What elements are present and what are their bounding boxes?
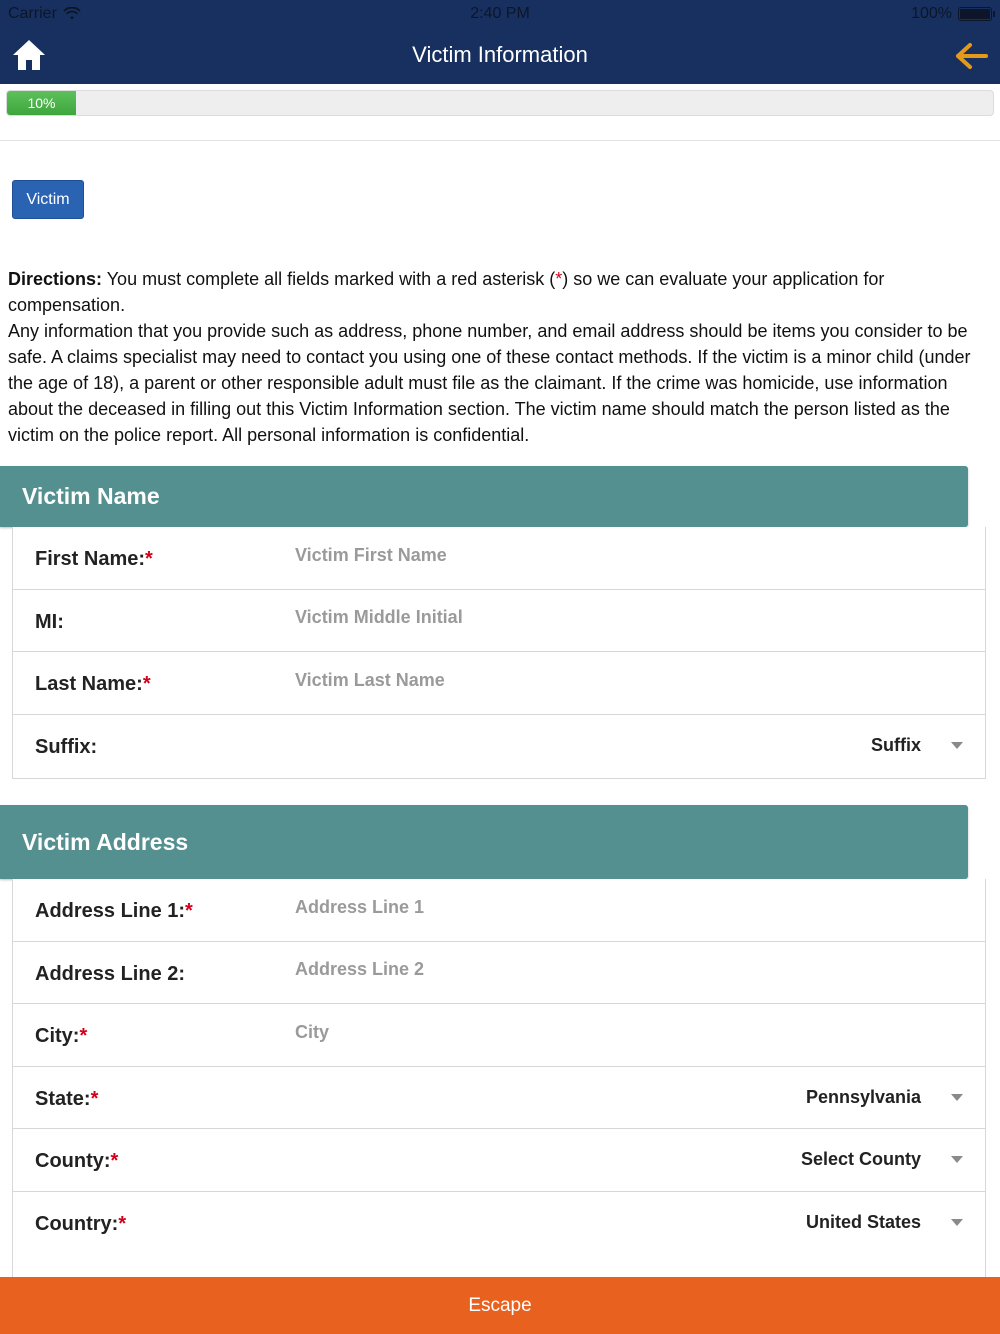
address-line-2-row <box>13 942 985 1005</box>
first-name-input[interactable] <box>295 537 973 573</box>
back-button[interactable] <box>954 38 990 74</box>
status-bar <box>0 0 1000 28</box>
first-name-label: First Name:* <box>35 548 153 570</box>
arrow-left-icon <box>954 38 990 74</box>
directions-asterisk: * <box>555 269 563 289</box>
victim-address-form <box>12 879 986 1279</box>
last-name-input[interactable] <box>295 662 973 698</box>
nav-bar <box>0 28 1000 84</box>
address-line-2-input[interactable] <box>295 952 973 988</box>
page-title: Victim Information <box>412 42 588 67</box>
chevron-down-icon <box>951 742 963 749</box>
country-select[interactable]: United States <box>805 1211 921 1232</box>
escape-button[interactable]: Escape <box>0 1277 1000 1334</box>
chevron-down-icon <box>951 1219 963 1226</box>
country-label: Country:* <box>35 1212 127 1235</box>
section-title: Victim Address <box>22 828 189 855</box>
suffix-label: Suffix: <box>35 735 98 758</box>
progress-bar <box>6 90 994 116</box>
state-select[interactable]: Pennsylvania <box>805 1086 921 1107</box>
section-title: Victim Name <box>22 483 160 509</box>
victim-tab-button[interactable]: Victim <box>12 180 84 219</box>
country-row[interactable] <box>13 1192 985 1255</box>
chevron-down-icon <box>951 1094 963 1101</box>
county-label: County:* <box>35 1150 119 1172</box>
mi-label: MI: <box>35 610 64 633</box>
last-name-row <box>13 652 985 715</box>
city-input[interactable] <box>295 1014 973 1050</box>
battery-icon <box>958 7 992 21</box>
status-right <box>911 5 992 23</box>
directions-text1: You must complete all fields marked with a red asterisk ( <box>102 269 556 289</box>
state-label: State:* <box>35 1087 99 1110</box>
progress-fill <box>7 91 76 115</box>
mi-row <box>13 590 985 653</box>
directions-lead: Directions: <box>8 269 103 289</box>
middle-initial-input[interactable] <box>295 600 973 636</box>
battery-percent: 100% <box>911 5 952 22</box>
last-name-label: Last Name:* <box>35 673 151 695</box>
address-line-1-label: Address Line 1:* <box>35 900 193 922</box>
city-label: City:* <box>35 1025 88 1047</box>
suffix-select[interactable]: Suffix <box>870 734 921 755</box>
city-row <box>13 1004 985 1067</box>
address-line-1-input[interactable] <box>295 889 973 925</box>
county-select[interactable]: Select County <box>800 1149 921 1169</box>
suffix-row[interactable] <box>13 715 985 778</box>
progress-label: 10% <box>27 95 56 111</box>
directions-paragraph: Any information that you provide such as address, phone number, and email address should be items you consider to be safe. A claims specialist may need to contact you using one of these contact methods. If the victim is a minor child (under the age of 18), a parent or other responsible adult must file as the claimant. If the crime was homicide, use information about the deceased in filling out this Victim Information section. The victim name should match the person listed as the victim on the police report. All personal information is confidential. <box>8 321 971 445</box>
victim-name-form <box>12 527 986 779</box>
status-time: 2:40 PM <box>470 5 530 22</box>
state-row[interactable] <box>13 1067 985 1130</box>
county-row[interactable] <box>13 1129 985 1192</box>
first-name-row <box>13 527 985 590</box>
directions-text <box>8 266 993 448</box>
address-line-2-label: Address Line 2: <box>35 962 186 985</box>
section-header-victim-name <box>0 466 968 527</box>
address-line-1-row <box>13 879 985 942</box>
carrier-label: Carrier <box>8 5 57 22</box>
chevron-down-icon <box>951 1156 963 1163</box>
directions-text2: ) so we can evaluate your application for compensation. <box>8 269 885 315</box>
content-divider <box>0 140 1000 141</box>
section-header-victim-address <box>0 805 968 879</box>
